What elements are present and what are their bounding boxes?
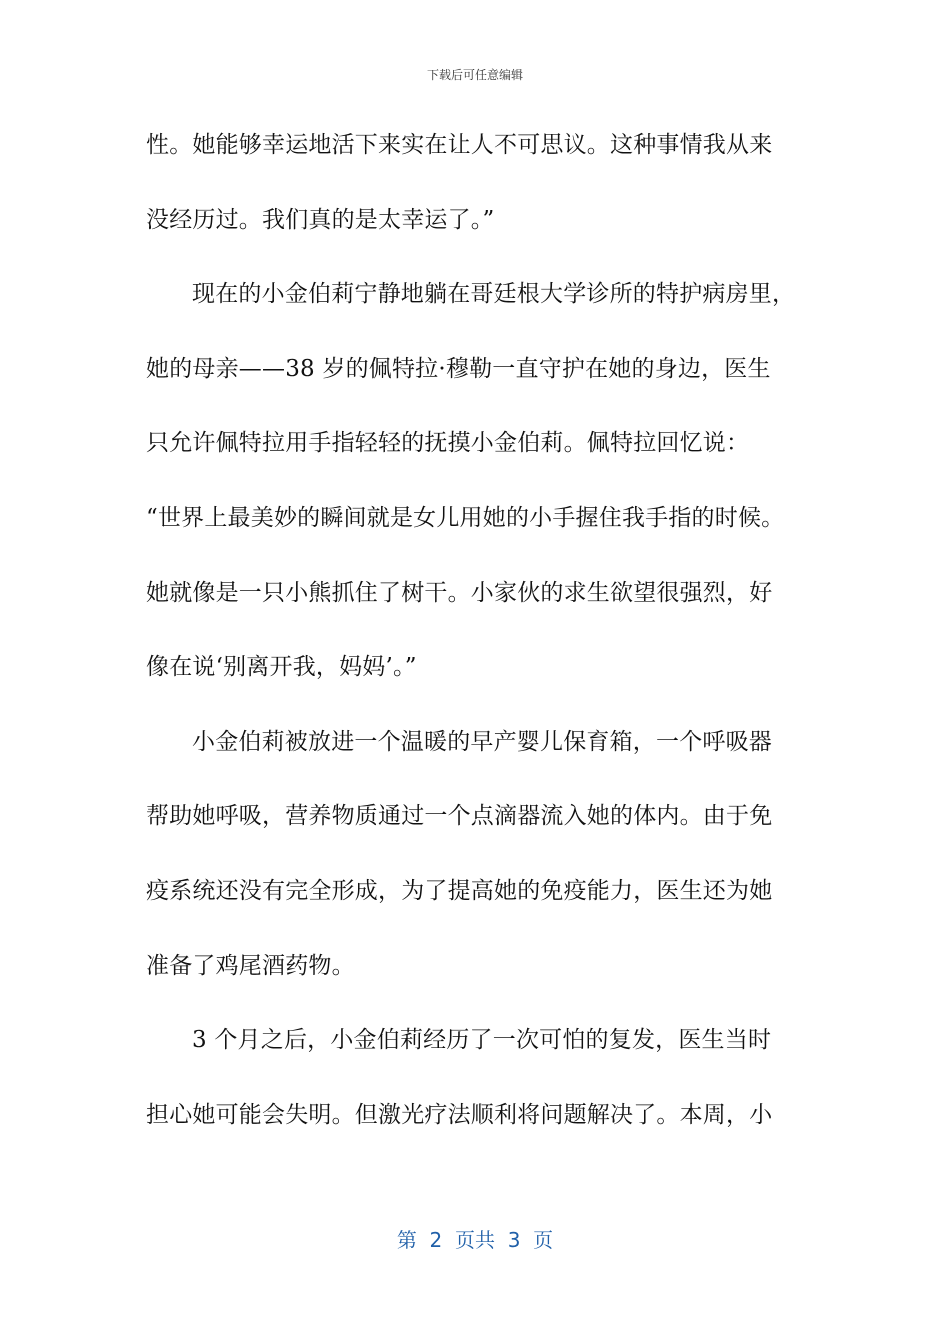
text-line: 她就像是一只小熊抓住了树干。小家伙的求生欲望很强烈，好	[146, 579, 773, 606]
text-line: “世界上最美妙的瞬间就是女儿用她的小手握住我手指的时候。	[146, 504, 785, 531]
text-line: 担心她可能会失明。但激光疗法顺利将问题解决了。本周，小	[146, 1101, 773, 1128]
text-line: 帮助她呼吸，营养物质通过一个点滴器流入她的体内。由于免	[146, 803, 773, 830]
page-footer: 第 2 页共 3 页	[396, 1228, 554, 1252]
text-line: 小金伯莉被放进一个温暖的早产婴儿保育箱，一个呼吸器	[192, 728, 772, 755]
text-line: 3 个月之后，小金伯莉经历了一次可怕的复发，医生当时	[192, 1027, 772, 1054]
text-line: 她的母亲——38 岁的佩特拉·穆勒一直守护在她的身边，医生	[146, 355, 771, 382]
page-header: 下载后可任意编辑	[426, 68, 523, 82]
text-line: 性。她能够幸运地活下来实在让人不可思议。这种事情我从来	[146, 132, 773, 158]
text-line: 疫系统还没有完全形成，为了提高她的免疫能力，医生还为她	[146, 877, 773, 904]
text-line: 没经历过。我们真的是太幸运了。”	[146, 206, 495, 233]
text-line: 现在的小金伯莉宁静地躺在哥廷根大学诊所的特护病房里，	[192, 281, 796, 308]
text-line: 只允许佩特拉用手指轻轻的抚摸小金伯莉。佩特拉回忆说：	[146, 430, 750, 457]
text-line: 像在说‘别离开我，妈妈’。”	[146, 654, 417, 681]
text-line: 准备了鸡尾酒药物。	[146, 952, 355, 979]
document-body	[146, 124, 806, 1168]
